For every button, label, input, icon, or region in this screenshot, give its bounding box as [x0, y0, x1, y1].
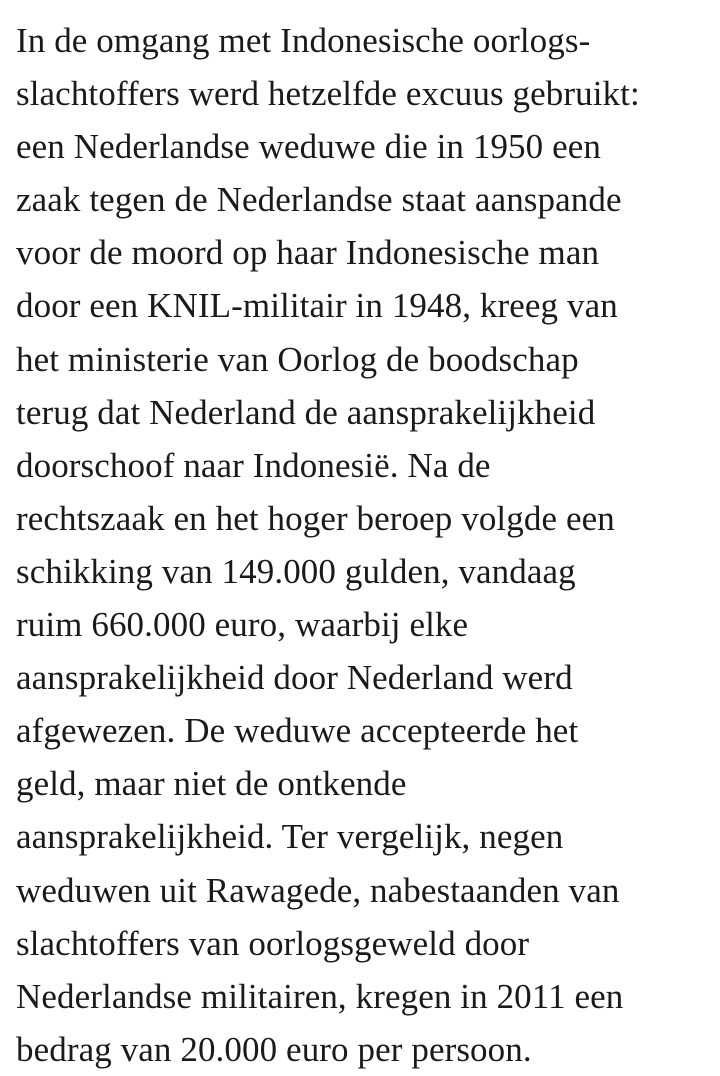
paragraph-line: aansprakelijkheid door Nederland werd [16, 658, 573, 698]
paragraph-line: geld, maar niet de ontkende [16, 764, 407, 804]
paragraph-line: een Nederlandse weduwe die in 1950 een [16, 127, 601, 167]
paragraph-line: door een KNIL-militair in 1948, kreeg van [16, 286, 618, 326]
paragraph-line: afgewezen. De weduwe accepteerde het [16, 711, 579, 751]
paragraph-line: rechtszaak en het hoger beroep volgde een [16, 498, 615, 538]
paragraph-line: voor de moord op haar Indonesische man [16, 233, 600, 273]
paragraph-line: ruim 660.000 euro, waarbij elke [16, 605, 469, 645]
article-paragraph [16, 14, 716, 1076]
paragraph-line: In de omgang met Indonesische oorlogs- [16, 21, 591, 60]
paragraph-line: doorschoof naar Indonesië. Na de [16, 445, 491, 485]
paragraph-line: Nederlandse militairen, kregen in 2011 een [16, 976, 624, 1016]
paragraph-line: het ministerie van Oorlog de boodschap [16, 339, 579, 379]
paragraph-line: weduwen uit Rawagede, nabestaanden van [16, 870, 620, 910]
paragraph-line: bedrag van 20.000 euro per persoon. [16, 1029, 532, 1069]
paragraph-line: slachtoffers van oorlogsgeweld door [16, 923, 530, 963]
paragraph-line: aansprakelijkheid. Ter vergelijk, negen [16, 817, 564, 857]
paragraph-line: terug dat Nederland de aansprakelijkheid [16, 392, 596, 432]
paragraph-line: schikking van 149.000 gulden, vandaag [16, 551, 576, 591]
paragraph-line: zaak tegen de Nederlandse staat aanspande [16, 180, 622, 220]
paragraph-line: slachtoffers werd hetzelfde excuus gebruikt: [16, 74, 640, 114]
